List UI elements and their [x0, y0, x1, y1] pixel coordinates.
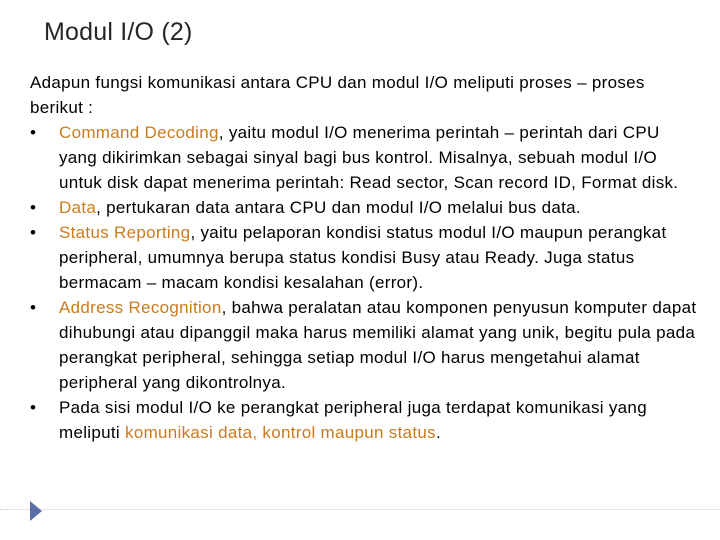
desc-status-reporting: , yaitu pelaporan kondisi status modul I/O maupun perangkat peripheral, umumnya berupa status kondisi Busy atau Ready. Juga status bermacam – macam kondisi kesalahan (error). [59, 223, 667, 292]
slide-title: Modul I/O (2) [44, 18, 193, 46]
desc-command-decoding: , yaitu modul I/O menerima perintah – perintah dari CPU yang dikirimkan sebagai sinyal bagi bus kontrol. Misalnya, sebuah modul I/O untuk disk dapat menerima perintah: Read sector, Scan record ID, Format disk. [59, 123, 679, 192]
bullet-list [30, 120, 700, 445]
desc-address-recognition: , bahwa peralatan atau komponen penyusun komputer dapat dihubungi atau dipanggil maka harus memiliki alamat yang unik, begitu pula pada perangkat peripheral, sehingga setiap modul I/O harus mengetahui alamat peripheral yang dikontrolnya. [59, 298, 697, 392]
list-item-command-decoding [30, 120, 700, 195]
list-item-status-reporting [30, 220, 700, 295]
list-item-address-recognition [30, 295, 700, 395]
play-arrow-icon[interactable] [30, 501, 42, 521]
desc-data: , pertukaran data antara CPU dan modul I/O melalui bus data. [96, 198, 581, 217]
list-item-peripheral-communication [30, 395, 700, 445]
footer-divider [0, 509, 720, 510]
peripheral-communication-period: . [435, 423, 441, 442]
slide-body [30, 70, 700, 445]
list-item-data [30, 195, 700, 220]
term-peripheral-communication: komunikasi data, kontrol maupun status [125, 423, 436, 442]
bullet-icon: • [30, 198, 37, 217]
desc-peripheral-communication: Pada sisi modul I/O ke perangkat peripheral juga terdapat komunikasi yang meliputi [59, 398, 647, 442]
term-command-decoding: Command Decoding [59, 123, 219, 142]
bullet-icon: • [30, 398, 37, 417]
bullet-icon: • [30, 298, 37, 317]
term-data: Data [59, 198, 97, 217]
term-status-reporting: Status Reporting [59, 223, 191, 242]
bullet-icon: • [30, 123, 37, 142]
term-address-recognition: Address Recognition [59, 298, 222, 317]
intro-text: Adapun fungsi komunikasi antara CPU dan modul I/O meliputi proses – proses berikut : [30, 73, 645, 117]
bullet-icon: • [30, 223, 37, 242]
